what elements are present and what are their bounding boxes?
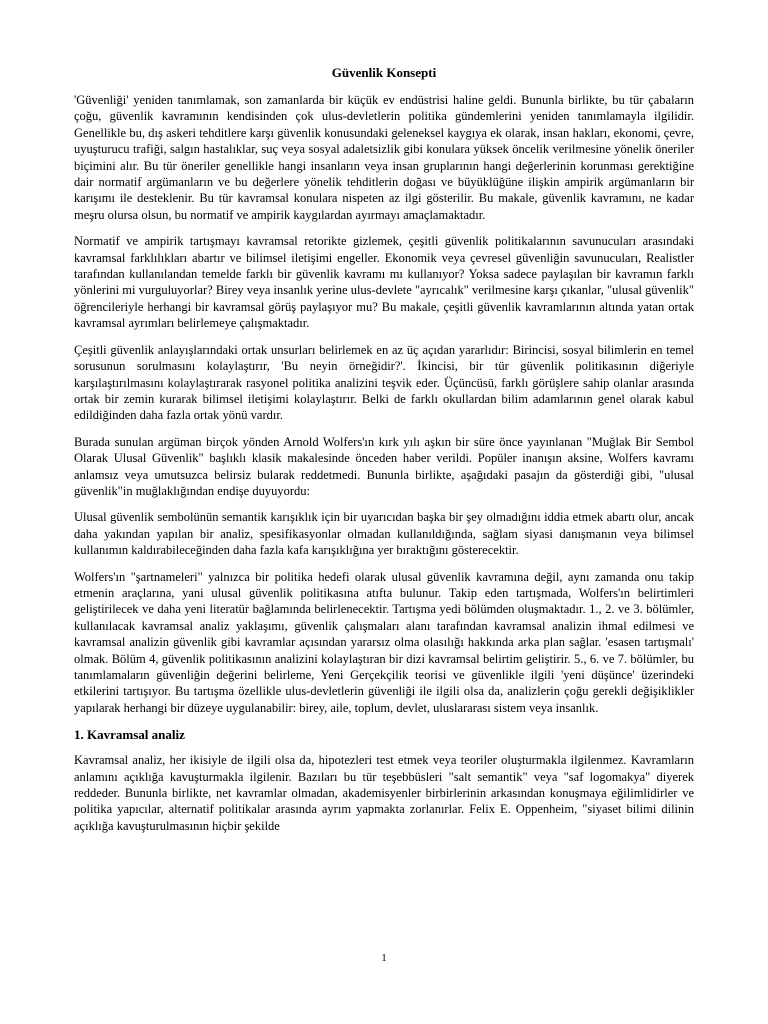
document-page xyxy=(74,64,694,844)
block-quote-paragraph: Ulusal güvenlik sembolünün semantik karışıklık için bir uyarıcıdan başka bir şey olmadığını iddia etmek abartı olur, ancak daha yakından yapılan bir analiz, spesifikasyonlar olmadan kullanıldığında, sağlam siyasi danışmanın veya bilimsel kullanımın kaldırabileceğinden daha fazla kafa karışıklığına yer bıraktığını gösterecektir. xyxy=(74,510,694,558)
body-paragraph: Çeşitli güvenlik anlayışlarındaki ortak unsurları belirlemek en az üç açıdan yararlıdır: Birincisi, sosyal bilimlerin en temel sorusunun sorulmasını kolaylaştırır, 'Bu neyin örneğidir?'. İkincisi, bir tür güvenlik politikasının diğeriyle karşılaştırılmasını kolaylaştırarak rasyonel politika analizini teşvik eder. Üçüncüsü, farklı görüşlere sahip olanlar arasında ortak bir zemin kurarak bilimsel iletişimi kolaylaştırır. Belki de farklı okullardan bilim adamlarının genel olarak kabul edildiğinden daha fazla ortak yönü vardır. xyxy=(74,342,694,423)
body-paragraph: Normatif ve ampirik tartışmayı kavramsal retorikte gizlemek, çeşitli güvenlik politikalarının savunucuları arasındaki kavramsal farklılıkları abartır ve bilimsel iletişimi engeller. Ekonomik veya çevresel güvenliğin savunucuları, Realistler tarafından kullanılandan temelde farklı bir güvenlik kavramı mı kullanıyor? Yoksa sadece paylaşılan bir kavramın farklı yönlerini mi vurguluyorlar? Birey veya insanlık yerine ulus-devlete "ayrıcalık" verilmesine karşı çıkanlar, "ulusal güvenlik" öğrencileriyle herhangi bir kavramsal görüş paylaşıyor mu? Bu makale, çeşitli güvenlik kavramlarının altında yatan ortak kavramsal ayrımları belirlemeye çalışmaktadır. xyxy=(74,234,694,331)
section-heading: 1. Kavramsal analiz xyxy=(74,727,185,743)
page-number: 1 xyxy=(381,952,387,964)
body-paragraph: Burada sunulan argüman birçok yönden Arnold Wolfers'ın kırk yılı aşkın bir süre önce yayınlanan "Muğlak Bir Sembol Olarak Ulusal Güvenlik" başlıklı klasik makalesinde önceden haber verildi. Popüler inanışın aksine, Wolfers kavramı anlamsız veya umutsuzca belirsiz bularak reddetmedi. Bununla birlikte, aşağıdaki pasajın da gösterdiği gibi, "ulusal güvenlik"in muğlaklığından endişe duyuyordu: xyxy=(74,434,694,498)
body-paragraph: 'Güvenliği' yeniden tanımlamak, son zamanlarda bir küçük ev endüstrisi haline geldi. Bununla birlikte, bu tür çabaların çoğu, güvenlik kavramının kendisinden çok ulus-devletlerin politika gündemlerini yeniden tanımlamayla ilgilidir. Genellikle bu, dış askeri tehditlere karşı güvenlik konusundaki geleneksel kaygıya ek olarak, insan hakları, ekonomi, çevre, uyuşturucu trafiği, salgın hastalıklar, suç veya sosyal adaletsizlik gibi konulara yüksek öncelik verilmesine yönelik öneriler biçimini alır. Bu tür öneriler genellikle hangi insanların veya insan gruplarının hangi değerlerinin korunması gerektiğine dair normatif argümanların ve bu değerlere yönelik tehditlerin doğası ve büyüklüğüne ilişkin ampirik argümanların bir karışımı ile desteklenir. Bu tür kavramsal konulara nispeten az ilgi gösterilir. Bu makale, güvenlik kavramını, ne kadar meşru olursa olsun, bu normatif ve ampirik kaygılardan ayırmayı amaçlamaktadır. xyxy=(74,93,694,222)
section-paragraph: Kavramsal analiz, her ikisiyle de ilgili olsa da, hipotezleri test etmek veya teoriler oluşturmakla ilgilenmez. Kavramların anlamını açıklığa kavuşturmakla ilgilenir. Bazıları bu tür teşebbüsleri "salt semantik" veya "saf logomakya" diyerek reddeder. Bununla birlikte, net kavramlar olmadan, akademisyenler birbirlerinin arkasından konuşmaya eğilimlidirler ve politika yapıcılar, alternatif politikalar arasında ayrım yapmakta zorlanırlar. Felix E. Oppenheim, "siyaset bilimi dilinin açıklığa kavuşturulmasının hiçbir şekilde xyxy=(74,753,694,833)
body-paragraph: Wolfers'ın "şartnameleri" yalnızca bir politika hedefi olarak ulusal güvenlik kavramına değil, aynı zamanda onu takip etmenin araçlarına, yani ulusal güvenlik politikasına atıfta bulunur. Takip eden tartışmada, Wolfers'ın belirtimleri geliştirilecek ve daha yeni literatür bağlamında belirlenecektir. Tartışma yedi bölümden oluşmaktadır. 1., 2. ve 3. bölümler, kullanılacak kavramsal analiz yaklaşımı, güvenlik çalışmaları alanı tarafından kavramsal analizin ihmal edilmesi ve kavramsal analizin güvenlik gibi kavramlar açısından yararsız olma olasılığı hakkında arka plan sağlar. 'esasen tartışmalı' olmak. Bölüm 4, güvenlik politikasının analizini kolaylaştıran bir dizi kavramsal belirtim geliştirir. 5., 6. ve 7. bölümler, bu tanımlamaların güvenliğin değerini belirleme, Yeni Gerçekçilik teorisi ve güvenlikle ilgili 'yeni düşünce' üzerindeki etkilerini tartışıyor. Bu tartışma özellikle ulus-devletlerin güvenliği ile ilgili olsa da, analizlerin çoğu gerekli değişiklikler yapılarak herhangi bir düzeye uygulanabilir: birey, aile, toplum, devlet, uluslararası sistem veya insanlık. xyxy=(74,569,694,715)
document-title: Güvenlik Konsepti xyxy=(331,65,437,80)
